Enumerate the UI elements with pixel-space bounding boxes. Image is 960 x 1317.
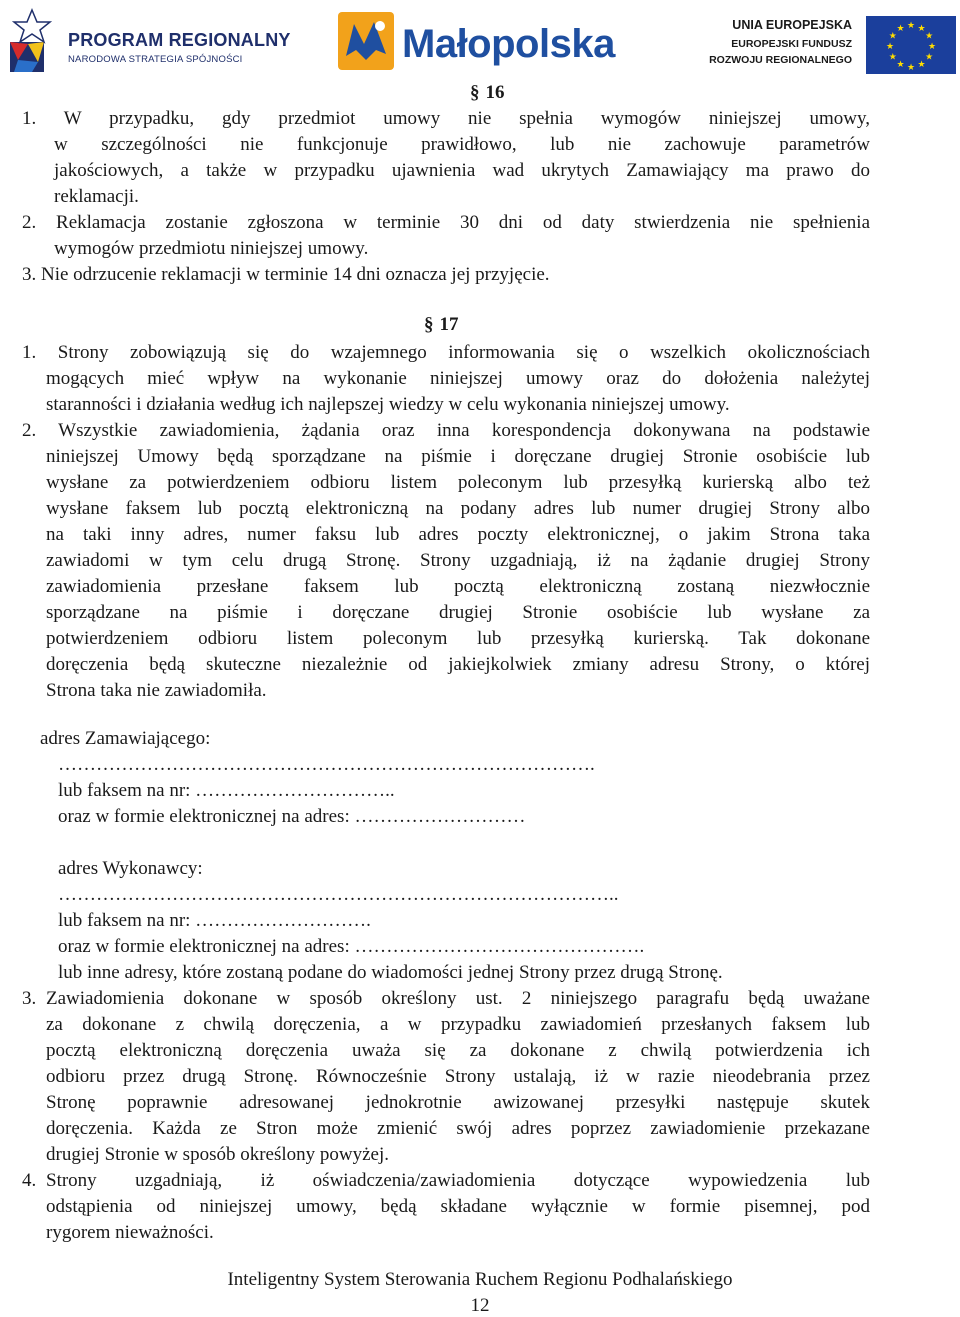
s17-p2-line-6: zawiadomi w tym celu drugą Stronę. Strony uzgadniają, iż na żądanie drugiej Strony	[46, 550, 870, 571]
s17-p3-line-5: Stronę poprawnie adresowanej jednokrotnie awizowanej przesyłki następuje skutek	[46, 1092, 870, 1113]
address-zamawiajacy-label: adres Zamawiającego:	[40, 728, 211, 749]
s16-line-4: reklamacji.	[54, 186, 139, 207]
s17-p2-line-5: na taki inny adres, numer faksu lub adres poczty elektronicznej, o jakim Strona taka	[46, 524, 870, 545]
eu-logo	[706, 12, 956, 74]
s17-p1-line-3: staranności i działania według ich najlepszej wiedzy w celu wykonania niniejszej umowy.	[46, 394, 730, 415]
s17-p3-number: 3.	[22, 988, 37, 1009]
s17-p4-line-1: Strony uzgadniają, iż oświadczenia/zawiadomienia dotyczące wypowiedzenia lub	[46, 1170, 870, 1191]
footer-project-name: Inteligentny System Sterowania Ruchem Regionu Podhalańskiego	[227, 1269, 733, 1290]
s17-p4-line-2: odstąpienia od niniejszej umowy, będą składane wyłącznie w formie pisemnej, pod	[46, 1196, 870, 1217]
svg-text:★: ★	[896, 60, 905, 71]
s17-p2-line-2: niniejszej Umowy będą sporządzane na piśmie i doręczane drugiej Stronie osobiście lub	[46, 446, 870, 467]
eu-flag-icon	[866, 16, 956, 74]
address-wykonawca-dots: ……………………………………………………………………………..	[58, 884, 619, 905]
svg-text:★: ★	[925, 31, 934, 42]
svg-text:★: ★	[906, 21, 916, 31]
program-title: PROGRAM REGIONALNY	[68, 30, 291, 50]
svg-text:★: ★	[927, 42, 937, 52]
s17-p2-line-10: doręczenia będą skuteczne niezależnie od jakiejkolwiek zmiany adresu Strony, o której	[46, 654, 870, 675]
malopolska-emblem-icon	[336, 10, 396, 72]
s17-p2-line-8: sporządzane na piśmie i doręczane drugiej Stronie osobiście lub wysłane za	[46, 602, 870, 623]
section-symbol: §	[424, 314, 434, 335]
s17-p1-line-2: mogących mieć wpływ na wykonanie niniejszej umowy oraz do dołożenia należytej	[46, 368, 870, 389]
section-number: 17	[439, 314, 459, 335]
section-number: 16	[485, 82, 505, 103]
s17-p2-line-7: zawiadomienia przesłane faksem lub pocztą elektroniczną zostaną niezwłocznie	[46, 576, 870, 597]
svg-text:★: ★	[885, 42, 895, 52]
s16-line-1: 1. W przypadku, gdy przedmiot umowy nie spełnia wymogów niniejszej umowy,	[22, 108, 870, 129]
s17-p2-line-9: potwierdzeniem odbioru listem poleconym lub przesyłką kurierską. Tak dokonane	[46, 628, 870, 649]
section-symbol: §	[470, 82, 480, 103]
s17-p3-line-4: odbioru przez drugą Stronę. Równocześnie Strony ustalają, iż w razie nieodebrania przez	[46, 1066, 870, 1087]
program-regionalny-logo	[4, 4, 294, 76]
region-name: Małopolska	[402, 22, 615, 66]
eu-line-2: EUROPEJSKI FUNDUSZ	[731, 38, 852, 50]
s17-p1-line-1: 1. Strony zobowiązują się do wzajemnego informowania się o wszelkich okolicznościach	[22, 342, 870, 363]
address-zamawiajacy-fax: lub faksem na nr: …………………………..	[58, 780, 395, 801]
program-regionalny-star-icon	[4, 4, 64, 76]
svg-text:★: ★	[906, 63, 916, 73]
svg-text:★: ★	[917, 60, 926, 71]
svg-text:★: ★	[888, 31, 897, 42]
eu-line-3: ROZWOJU REGIONALNEGO	[709, 54, 852, 66]
s17-p4-number: 4.	[22, 1170, 37, 1191]
s16-line-2: w szczególności nie funkcjonuje prawidłowo, lub nie zachowuje parametrów	[54, 134, 870, 155]
s17-p4-line-3: rygorem nieważności.	[46, 1222, 214, 1243]
s17-p3-line-6: doręczenia. Każda ze Stron może zmienić swój adres poprzez zawiadomienie przekazane	[46, 1118, 870, 1139]
program-subtitle: NARODOWA STRATEGIA SPÓJNOŚCI	[68, 54, 243, 65]
s17-p2-line-3: wysłane za potwierdzeniem odbioru listem poleconym lub przesyłką kurierską albo też	[46, 472, 870, 493]
address-zamawiajacy-dots: ………………………………………………………………………….	[58, 754, 595, 775]
malopolska-logo	[336, 10, 636, 74]
s17-p3-line-1: Zawiadomienia dokonane w sposób określony ust. 2 niniejszego paragrafu będą uważane	[46, 988, 870, 1009]
s17-p2-line-11: Strona taka nie zawiadomiła.	[46, 680, 267, 701]
address-wykonawca-label: adres Wykonawcy:	[58, 858, 203, 879]
s17-p3-line-7: drugiej Stronie w sposób określony powyżej.	[46, 1144, 390, 1165]
address-wykonawca-fax: lub faksem na nr: ……………………….	[58, 910, 371, 931]
address-wykonawca-email: oraz w formie elektronicznej na adres: ……………………………………….	[58, 936, 645, 957]
s17-p3-line-2: za dokonane z chwilą doręczenia, a w przypadku zawiadomień przesłanych faksem lub	[46, 1014, 870, 1035]
s16-line-5: 2. Reklamacja zostanie zgłoszona w terminie 30 dni od daty stwierdzenia nie spełnienia	[22, 212, 870, 233]
s17-p2-line-1: 2. Wszystkie zawiadomienia, żądania oraz inna korespondencja dokonywana na podstawie	[22, 420, 870, 441]
s17-p3-line-3: pocztą elektroniczną doręczenia uważa się za dokonane z chwilą potwierdzenia ich	[46, 1040, 870, 1061]
s16-line-6: wymogów przedmiotu niniejszej umowy.	[54, 238, 369, 259]
section-17-heading	[424, 314, 459, 336]
section-16-heading	[470, 82, 505, 104]
page-header	[0, 0, 960, 82]
svg-text:★: ★	[917, 23, 926, 34]
s16-line-3: jakościowych, a także w przypadku ujawnienia wad ukrytych Zamawiający ma prawo do	[54, 160, 870, 181]
svg-text:★: ★	[888, 52, 897, 63]
address-other: lub inne adresy, które zostaną podane do wiadomości jednej Strony przez drugą Stronę.	[58, 962, 723, 983]
svg-text:★: ★	[896, 23, 905, 34]
address-zamawiajacy-email: oraz w formie elektronicznej na adres: ………………………	[58, 806, 526, 827]
s17-p2-line-4: wysłane faksem lub pocztą elektroniczną na podany adres lub numer drugiej Strony albo	[46, 498, 870, 519]
svg-text:★: ★	[925, 52, 934, 63]
page-number: 12	[470, 1295, 490, 1316]
s16-line-7: 3. Nie odrzucenie reklamacji w terminie 14 dni oznacza jej przyjęcie.	[22, 264, 550, 285]
eu-line-1: UNIA EUROPEJSKA	[732, 18, 852, 32]
